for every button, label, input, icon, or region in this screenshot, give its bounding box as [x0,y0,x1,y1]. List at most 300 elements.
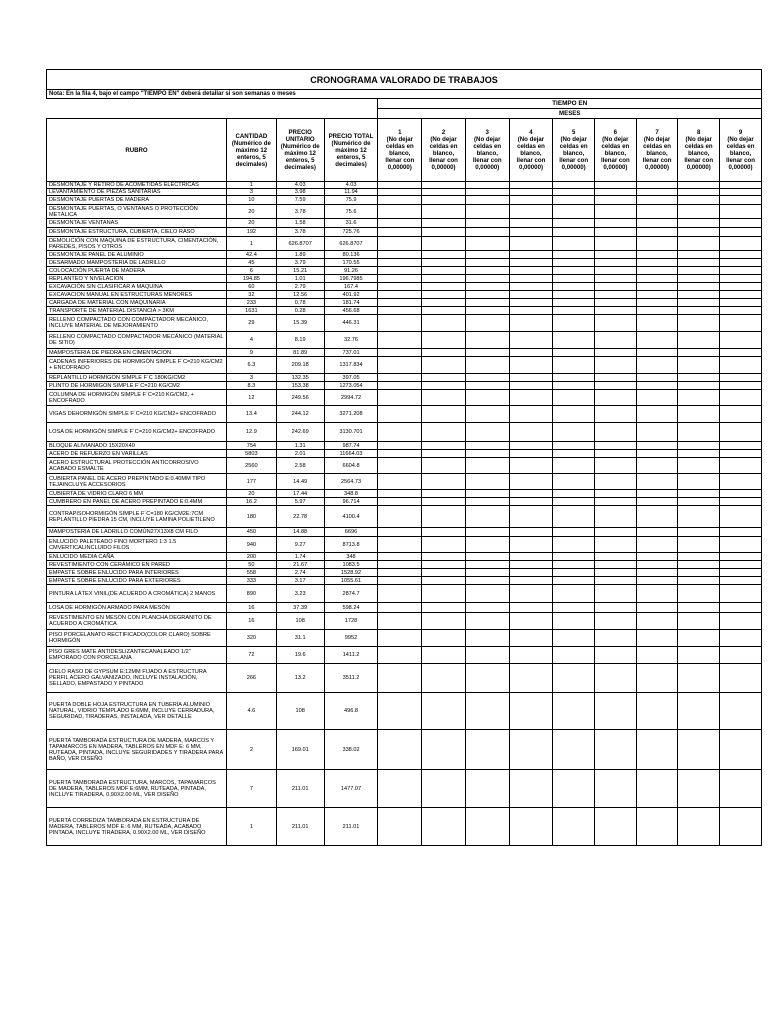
period-cell[interactable] [720,553,762,561]
precio-total-cell[interactable]: 2564.73 [324,474,378,490]
period-cell[interactable] [422,474,466,490]
period-cell[interactable] [465,442,509,450]
period-cell[interactable] [553,647,595,664]
period-cell[interactable] [509,382,553,390]
cantidad-cell[interactable]: 1631 [226,307,276,315]
period-cell[interactable] [509,647,553,664]
period-cell[interactable] [465,770,509,808]
period-cell[interactable] [595,770,637,808]
cantidad-cell[interactable]: 558 [226,569,276,577]
period-cell[interactable] [678,259,720,267]
period-cell[interactable] [465,630,509,647]
period-cell[interactable] [378,613,422,630]
period-cell[interactable] [720,259,762,267]
period-cell[interactable] [465,267,509,275]
period-cell[interactable] [636,528,678,537]
period-cell[interactable] [422,228,466,237]
precio-unitario-cell[interactable]: 22.78 [276,506,324,528]
period-cell[interactable] [678,196,720,205]
period-cell[interactable] [636,553,678,561]
period-cell[interactable] [636,182,678,189]
period-cell[interactable] [509,577,553,585]
period-cell[interactable] [465,490,509,498]
rubro-cell[interactable]: CARGADA DE MATERIAL CON MAQUINARIA [47,299,227,307]
period-cell[interactable] [422,603,466,613]
period-cell[interactable] [553,423,595,442]
period-cell[interactable] [678,537,720,553]
period-cell[interactable] [465,382,509,390]
period-cell[interactable] [509,315,553,332]
period-cell[interactable] [678,569,720,577]
period-cell[interactable] [720,664,762,693]
period-cell[interactable] [422,182,466,189]
period-cell[interactable] [678,490,720,498]
precio-unitario-cell[interactable]: 1.01 [276,275,324,283]
rubro-cell[interactable]: PUERTA CORREDIZA TAMBORADA EN ESTRUCTURA DE MADERA, TABLEROS MDF E: 6 MM, RUTEADA, ACABADO PINTADA, INCLUYE TIRADERA, 0.90X2.00 ML, VER DISEÑO [47,808,227,846]
period-cell[interactable] [636,490,678,498]
period-cell[interactable] [465,307,509,315]
period-cell[interactable] [422,275,466,283]
cantidad-cell[interactable]: 890 [226,585,276,603]
period-cell[interactable] [422,349,466,357]
rubro-cell[interactable]: ENLUCIDO MEDIA CAÑA [47,553,227,561]
period-cell[interactable] [509,442,553,450]
rubro-cell[interactable]: DESMONTAJE PUERTAS DE MADERA [47,196,227,205]
period-cell[interactable] [595,474,637,490]
period-cell[interactable] [595,537,637,553]
period-cell[interactable] [378,808,422,846]
period-cell[interactable] [553,205,595,219]
period-cell[interactable] [636,474,678,490]
precio-total-cell[interactable]: 2874.7 [324,585,378,603]
period-cell[interactable] [378,537,422,553]
period-cell[interactable] [595,406,637,423]
period-cell[interactable] [378,569,422,577]
period-cell[interactable] [422,357,466,374]
precio-total-cell[interactable]: 211.01 [324,808,378,846]
period-cell[interactable] [595,307,637,315]
period-cell[interactable] [465,205,509,219]
period-cell[interactable] [465,374,509,382]
period-cell[interactable] [553,490,595,498]
period-cell[interactable] [465,585,509,603]
rubro-cell[interactable]: ENLUCIDO PALETEADO FINO MORTERO 1:3 1.5 CMVERTICALINCLUIDO FILOS [47,537,227,553]
period-cell[interactable] [465,506,509,528]
period-cell[interactable] [378,189,422,196]
period-cell[interactable] [720,442,762,450]
precio-total-cell[interactable]: 4100.4 [324,506,378,528]
cantidad-cell[interactable]: 320 [226,630,276,647]
period-cell[interactable] [553,498,595,506]
period-cell[interactable] [378,275,422,283]
precio-unitario-cell[interactable]: 1.58 [276,219,324,228]
rubro-cell[interactable]: ACERO ESTRUCTURAL PROTECCIÓN ANTICORROSIVO ACABADO ESMALTE [47,458,227,474]
period-cell[interactable] [595,458,637,474]
period-cell[interactable] [509,770,553,808]
period-cell[interactable] [509,474,553,490]
period-cell[interactable] [422,490,466,498]
period-cell[interactable] [509,528,553,537]
period-cell[interactable] [422,374,466,382]
period-cell[interactable] [553,349,595,357]
cantidad-cell[interactable]: 6.3 [226,357,276,374]
period-cell[interactable] [553,267,595,275]
precio-total-cell[interactable]: 626.8707 [324,237,378,251]
period-cell[interactable] [636,577,678,585]
period-cell[interactable] [720,647,762,664]
precio-total-cell[interactable]: 9952 [324,630,378,647]
period-cell[interactable] [720,219,762,228]
period-cell[interactable] [595,299,637,307]
precio-total-cell[interactable]: 11664.03 [324,450,378,458]
period-cell[interactable] [465,332,509,349]
precio-total-cell[interactable]: 196.7985 [324,275,378,283]
period-cell[interactable] [378,458,422,474]
period-cell[interactable] [465,357,509,374]
precio-unitario-cell[interactable]: 244.12 [276,406,324,423]
period-cell[interactable] [595,569,637,577]
period-cell[interactable] [553,808,595,846]
precio-unitario-cell[interactable]: 1.74 [276,553,324,561]
period-cell[interactable] [422,291,466,299]
precio-total-cell[interactable]: 1411.2 [324,647,378,664]
rubro-cell[interactable]: PLINTO DE HORMIGON SIMPLE F´C=210 KG/CM2 [47,382,227,390]
period-cell[interactable] [509,498,553,506]
period-cell[interactable] [378,251,422,259]
period-cell[interactable] [465,259,509,267]
cantidad-cell[interactable]: 16 [226,603,276,613]
period-cell[interactable] [678,553,720,561]
rubro-cell[interactable]: DESMONTAJE PUERTAS, O VENTANAS O PROTECCIÓN METÁLICA [47,205,227,219]
period-cell[interactable] [720,275,762,283]
period-cell[interactable] [378,374,422,382]
cantidad-cell[interactable]: 6 [226,267,276,275]
period-cell[interactable] [422,315,466,332]
rubro-cell[interactable]: RELLENO COMPACTADO COMPACTADOR MECÁNICO (MATERIAL DE SITIO) [47,332,227,349]
cantidad-cell[interactable]: 20 [226,219,276,228]
period-cell[interactable] [553,283,595,291]
period-cell[interactable] [509,423,553,442]
cantidad-cell[interactable]: 333 [226,577,276,585]
period-cell[interactable] [636,332,678,349]
cantidad-cell[interactable]: 12 [226,390,276,406]
period-cell[interactable] [678,406,720,423]
period-cell[interactable] [553,307,595,315]
period-cell[interactable] [553,406,595,423]
period-cell[interactable] [553,237,595,251]
cantidad-cell[interactable]: 5803 [226,450,276,458]
period-cell[interactable] [720,423,762,442]
period-cell[interactable] [378,577,422,585]
period-cell[interactable] [553,770,595,808]
rubro-cell[interactable]: REVESTIMIENTO EN MESÓN CON PLANCHA DEGRANITO DE ACUERDO A CROMÁTICA [47,613,227,630]
period-cell[interactable] [678,647,720,664]
period-cell[interactable] [378,630,422,647]
cantidad-cell[interactable]: 60 [226,283,276,291]
precio-unitario-cell[interactable]: 249.56 [276,390,324,406]
period-cell[interactable] [422,299,466,307]
rubro-cell[interactable]: RELLENO COMPACTADO CON COMPACTADOR MECÁNICO, INCLUYE MATERIAL DE MEJORAMIENTO [47,315,227,332]
period-cell[interactable] [553,458,595,474]
period-cell[interactable] [595,196,637,205]
period-cell[interactable] [720,770,762,808]
period-cell[interactable] [553,613,595,630]
precio-total-cell[interactable]: 4.03 [324,182,378,189]
period-cell[interactable] [465,528,509,537]
period-cell[interactable] [678,450,720,458]
period-cell[interactable] [636,205,678,219]
period-cell[interactable] [465,423,509,442]
period-cell[interactable] [378,382,422,390]
period-cell[interactable] [595,664,637,693]
period-cell[interactable] [553,730,595,770]
period-cell[interactable] [465,569,509,577]
period-cell[interactable] [378,490,422,498]
period-cell[interactable] [678,506,720,528]
period-cell[interactable] [553,390,595,406]
period-cell[interactable] [678,613,720,630]
precio-total-cell[interactable]: 32.76 [324,332,378,349]
period-cell[interactable] [720,613,762,630]
period-cell[interactable] [595,442,637,450]
period-cell[interactable] [720,251,762,259]
cantidad-cell[interactable]: 266 [226,664,276,693]
period-cell[interactable] [595,730,637,770]
period-cell[interactable] [422,219,466,228]
cantidad-cell[interactable]: 4.6 [226,693,276,730]
precio-total-cell[interactable]: 725.76 [324,228,378,237]
period-cell[interactable] [636,251,678,259]
period-cell[interactable] [553,291,595,299]
period-cell[interactable] [720,474,762,490]
period-cell[interactable] [378,196,422,205]
precio-total-cell[interactable]: 1055.61 [324,577,378,585]
cantidad-cell[interactable]: 180 [226,506,276,528]
period-cell[interactable] [678,349,720,357]
period-cell[interactable] [720,693,762,730]
precio-total-cell[interactable]: 737.01 [324,349,378,357]
precio-total-cell[interactable]: 80.136 [324,251,378,259]
period-cell[interactable] [595,603,637,613]
rubro-cell[interactable]: REVESTIMIENTO CON CERÁMICO EN PARED [47,561,227,569]
cantidad-cell[interactable]: 32 [226,291,276,299]
period-cell[interactable] [509,506,553,528]
period-cell[interactable] [636,442,678,450]
period-cell[interactable] [378,259,422,267]
period-cell[interactable] [553,196,595,205]
period-cell[interactable] [509,283,553,291]
cantidad-cell[interactable]: 192 [226,228,276,237]
period-cell[interactable] [509,182,553,189]
precio-unitario-cell[interactable]: 15.39 [276,315,324,332]
period-cell[interactable] [553,275,595,283]
period-cell[interactable] [595,315,637,332]
cantidad-cell[interactable]: 13.4 [226,406,276,423]
rubro-cell[interactable]: CUMBRERO EN PANEL DE ACERO PREPINTADO E:0.4MM [47,498,227,506]
period-cell[interactable] [465,561,509,569]
period-cell[interactable] [422,770,466,808]
precio-total-cell[interactable]: 8713.8 [324,537,378,553]
period-cell[interactable] [595,259,637,267]
period-cell[interactable] [636,585,678,603]
period-cell[interactable] [509,275,553,283]
precio-total-cell[interactable]: 6604.8 [324,458,378,474]
precio-unitario-cell[interactable]: 3.79 [276,259,324,267]
precio-unitario-cell[interactable]: 9.27 [276,537,324,553]
period-cell[interactable] [678,423,720,442]
period-cell[interactable] [465,498,509,506]
period-cell[interactable] [509,219,553,228]
period-cell[interactable] [636,357,678,374]
period-cell[interactable] [465,237,509,251]
period-cell[interactable] [422,458,466,474]
period-cell[interactable] [720,307,762,315]
period-cell[interactable] [595,189,637,196]
period-cell[interactable] [678,585,720,603]
period-cell[interactable] [678,228,720,237]
period-cell[interactable] [720,291,762,299]
period-cell[interactable] [378,307,422,315]
period-cell[interactable] [636,537,678,553]
period-cell[interactable] [636,613,678,630]
period-cell[interactable] [720,458,762,474]
precio-total-cell[interactable]: 6696 [324,528,378,537]
period-cell[interactable] [636,647,678,664]
period-cell[interactable] [509,307,553,315]
period-cell[interactable] [378,506,422,528]
cantidad-cell[interactable]: 20 [226,490,276,498]
precio-total-cell[interactable]: 397.05 [324,374,378,382]
period-cell[interactable] [678,577,720,585]
period-cell[interactable] [595,528,637,537]
period-cell[interactable] [720,498,762,506]
period-cell[interactable] [595,275,637,283]
period-cell[interactable] [595,450,637,458]
period-cell[interactable] [422,553,466,561]
period-cell[interactable] [595,423,637,442]
cantidad-cell[interactable]: 29 [226,315,276,332]
period-cell[interactable] [422,585,466,603]
precio-unitario-cell[interactable]: 3.78 [276,228,324,237]
period-cell[interactable] [509,259,553,267]
period-cell[interactable] [595,630,637,647]
period-cell[interactable] [636,630,678,647]
period-cell[interactable] [678,498,720,506]
period-cell[interactable] [636,458,678,474]
period-cell[interactable] [378,299,422,307]
period-cell[interactable] [422,406,466,423]
precio-unitario-cell[interactable]: 1.89 [276,251,324,259]
precio-total-cell[interactable]: 338.02 [324,730,378,770]
period-cell[interactable] [720,506,762,528]
cantidad-cell[interactable]: 1 [226,182,276,189]
period-cell[interactable] [509,730,553,770]
period-cell[interactable] [553,528,595,537]
period-cell[interactable] [636,730,678,770]
cantidad-cell[interactable]: 50 [226,561,276,569]
precio-unitario-cell[interactable]: 31.1 [276,630,324,647]
cantidad-cell[interactable]: 233 [226,299,276,307]
period-cell[interactable] [595,182,637,189]
precio-unitario-cell[interactable]: 132.35 [276,374,324,382]
period-cell[interactable] [595,390,637,406]
cantidad-cell[interactable]: 8.3 [226,382,276,390]
period-cell[interactable] [636,450,678,458]
period-cell[interactable] [378,219,422,228]
rubro-cell[interactable]: ACERO DE REFUERZO EN VARILLAS [47,450,227,458]
rubro-cell[interactable]: EXCAVACION MANUAL EN ESTRUCTURAS MENORES [47,291,227,299]
period-cell[interactable] [636,315,678,332]
rubro-cell[interactable]: MAMPOSTERIA DE PIEDRA EN CIMENTACION [47,349,227,357]
period-cell[interactable] [422,267,466,275]
cantidad-cell[interactable]: 4 [226,332,276,349]
period-cell[interactable] [678,182,720,189]
period-cell[interactable] [509,490,553,498]
precio-unitario-cell[interactable]: 242.69 [276,423,324,442]
period-cell[interactable] [465,808,509,846]
period-cell[interactable] [595,357,637,374]
cantidad-cell[interactable]: 200 [226,553,276,561]
period-cell[interactable] [509,458,553,474]
period-cell[interactable] [378,357,422,374]
period-cell[interactable] [378,267,422,275]
period-cell[interactable] [465,458,509,474]
period-cell[interactable] [378,693,422,730]
rubro-cell[interactable]: LOSA DE HORMIGÓN SIMPLE F´C=210 KG/CM2+ ENCOFRADO [47,423,227,442]
precio-unitario-cell[interactable]: 153.38 [276,382,324,390]
precio-total-cell[interactable]: 75.9 [324,196,378,205]
period-cell[interactable] [678,251,720,259]
precio-total-cell[interactable]: 987.74 [324,442,378,450]
period-cell[interactable] [422,332,466,349]
precio-unitario-cell[interactable]: 211.01 [276,770,324,808]
period-cell[interactable] [378,182,422,189]
period-cell[interactable] [636,390,678,406]
precio-total-cell[interactable]: 598.24 [324,603,378,613]
rubro-cell[interactable]: REPLANTILLO HORMIGON SIMPLE F´C 180KG/CM2 [47,374,227,382]
precio-unitario-cell[interactable]: 14.88 [276,528,324,537]
period-cell[interactable] [636,283,678,291]
rubro-cell[interactable]: PUERTA TAMBORADA ESTRUCTURA, MARCOS, TAPAMARCOS DE MADERA, TABLEROS MDF E:6MM, RUTEADA, PINTADA, INCLUYE TIRADERA, 0.90X2.00 ML, VER DISEÑO [47,770,227,808]
period-cell[interactable] [553,357,595,374]
precio-unitario-cell[interactable]: 626.8707 [276,237,324,251]
precio-total-cell[interactable]: 348 [324,553,378,561]
cantidad-cell[interactable]: 7 [226,770,276,808]
period-cell[interactable] [509,450,553,458]
period-cell[interactable] [636,299,678,307]
period-cell[interactable] [595,251,637,259]
period-cell[interactable] [553,537,595,553]
precio-unitario-cell[interactable]: 108 [276,613,324,630]
period-cell[interactable] [636,770,678,808]
period-cell[interactable] [720,237,762,251]
period-cell[interactable] [595,577,637,585]
rubro-cell[interactable]: PISO PORCELANATO RECTIFICADO(COLOR CLARO) SOBRE HORMIGÓN [47,630,227,647]
period-cell[interactable] [465,349,509,357]
period-cell[interactable] [422,205,466,219]
period-cell[interactable] [678,603,720,613]
period-cell[interactable] [465,219,509,228]
period-cell[interactable] [465,390,509,406]
period-cell[interactable] [678,267,720,275]
precio-total-cell[interactable]: 3130.701 [324,423,378,442]
cantidad-cell[interactable]: 940 [226,537,276,553]
period-cell[interactable] [678,630,720,647]
precio-total-cell[interactable]: 401.92 [324,291,378,299]
period-cell[interactable] [636,349,678,357]
period-cell[interactable] [465,577,509,585]
period-cell[interactable] [378,442,422,450]
